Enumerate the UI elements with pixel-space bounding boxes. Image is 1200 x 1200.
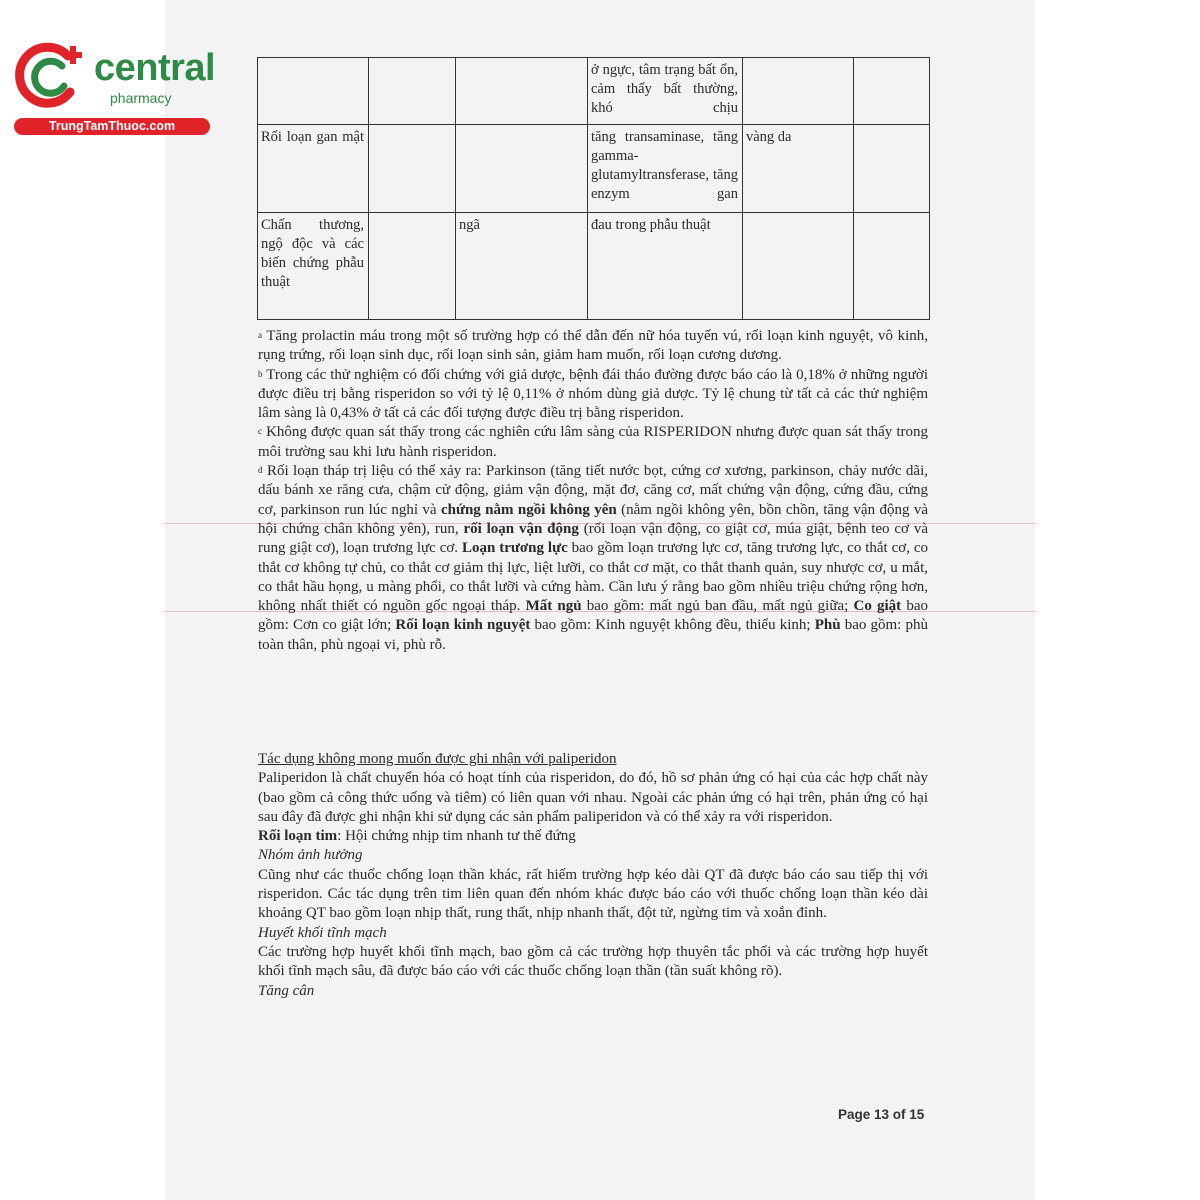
table-cell — [854, 213, 930, 320]
central-pharmacy-logo[interactable] — [12, 36, 216, 136]
table-cell — [369, 58, 456, 125]
paragraph: Các trường hợp huyết khối tĩnh mạch, bao gồm cả các trường hợp thuyên tắc phổi và các trường hợp huyết khối tĩnh mạch sâu, đã được báo cáo với các thuốc chống loạn thần (tần suất không rõ). — [258, 943, 928, 980]
subheading: Huyết khối tĩnh mạch — [258, 924, 387, 941]
table-row — [258, 213, 930, 320]
table-cell: Rối loạn gan mật — [258, 125, 369, 213]
paragraph: Paliperidon là chất chuyển hóa có hoạt tính của risperidon, do đó, hồ sơ phản ứng có hại của các hợp chất này (bao gồm cả công thức uống và tiêm) có liên quan với nhau. Ngoài các phản ứng có hại trên, phản ứng có hại sau đây đã được ghi nhận khi sử dụng các sản phẩm paliperidon và có thể xảy ra với risperidon. — [258, 770, 928, 825]
pharmacy-cross-icon — [12, 36, 92, 116]
table-cell — [743, 58, 854, 125]
adverse-effects-table — [257, 57, 930, 320]
table-cell — [456, 58, 588, 125]
subheading: Nhóm ảnh hưởng — [258, 847, 363, 864]
subheading: Tăng cân — [258, 982, 315, 999]
table-cell: đau trong phẫu thuật — [588, 213, 743, 320]
logo-subtitle: pharmacy — [110, 90, 172, 106]
table-cell — [369, 125, 456, 213]
footnote-c: $^c$ Không được quan sát thấy trong các nghiên cứu lâm sàng của RISPERIDON nhưng được quan sát thấy trong môi trường sau khi lưu hành risperidon. — [258, 424, 928, 460]
logo-website[interactable]: TrungTamThuoc.com — [14, 118, 210, 135]
table-cell: vàng da — [743, 125, 854, 213]
section-heading: Tác dụng không mong muốn được ghi nhận với paliperidon — [258, 751, 617, 767]
logo-name: central — [94, 47, 216, 89]
table-cell: Chấn thương, ngộ độc và các biến chứng phẫu thuật — [258, 213, 369, 320]
table-cell — [258, 58, 369, 125]
paragraph: Rối loạn tim: Hội chứng nhịp tim nhanh tư thế đứng — [258, 828, 576, 845]
table-cell — [854, 58, 930, 125]
paliperidon-section — [258, 750, 928, 1001]
table-cell: ở ngực, tâm trạng bất ổn, cảm thấy bất thường, khó chịu — [588, 58, 743, 125]
table-cell — [456, 125, 588, 213]
table-cell: tăng transaminase, tăng gamma-glutamyltransferase, tăng enzym gan — [588, 125, 743, 213]
table-row — [258, 58, 930, 125]
paragraph: Cũng như các thuốc chống loạn thần khác, rất hiếm trường hợp kéo dài QT đã được báo cáo sau tiếp thị với risperidon. Các tác dụng trên tim liên quan đến nhóm khác được báo cáo với thuốc chống loạn thần kéo dài khoảng QT bao gồm loạn nhịp thất, rung thất, nhịp nhanh thất, đột tử, ngừng tim và xoắn đỉnh. — [258, 866, 928, 922]
table-cell: ngã — [456, 213, 588, 320]
table-cell — [743, 213, 854, 320]
footnote-b: $^b$ Trong các thử nghiệm có đối chứng với giả dược, bệnh đái tháo đường được báo cáo là 0,18% ở những người được điều trị bằng risperidon so với tỷ lệ 0,11% ở nhóm dùng giả dược. Tỷ lệ chung từ tất cả các thử nghiệm lâm sàng là 0,43% ở tất cả các đối tượng được điều trị bằng risperidon. — [258, 366, 928, 422]
table-row — [258, 125, 930, 213]
footnotes — [258, 327, 928, 655]
footnote-a: $^a$ Tăng prolactin máu trong một số trường hợp có thể dẫn đến nữ hóa tuyến vú, rối loạn kinh nguyệt, vô kinh, rụng trứng, rối loạn sinh dục, rối loạn sinh sản, giảm ham muốn, rối loạn cương dương. — [258, 328, 929, 364]
table-cell — [854, 125, 930, 213]
footnote-d: $^d$ Rối loạn tháp trị liệu có thể xảy ra: Parkinson (tăng tiết nước bọt, cứng cơ xương, parkinson, chảy nước dãi, dấu bánh xe răng cưa, chậm cử động, giảm vận động, mặt đơ, căng cơ, mất chứng vận động, cứng đầu, cứng cơ, parkinson run lúc nghỉ và chứng nằm ngồi không yên (nằm ngồi không yên, bồn chồn, tăng vận động và hội chứng chân không yên), run, rối loạn vận động (rối loạn vận động, co giật cơ, múa giật, bệnh teo cơ và rung giật cơ), loạn trương lực cơ. Loạn trương lực bao gồm loạn trương lực cơ, tăng trương lực, co thắt cơ, co thắt cơ không tự chủ, co thắt cơ giảm thị lực, liệt lưỡi, co thắt cơ mặt, co thắt thanh quản, suy nhược cơ, u mắt, co thắt hầu họng, u màng phổi, co thắt lưỡi và cứng hàm. Cần lưu ý rằng bao gồm nhiều triệu chứng rộng hơn, không nhất thiết có nguồn gốc ngoại tháp. Mất ngủ bao gồm: mất ngủ ban đầu, mất ngủ giữa; Co giật bao gồm: Cơn co giật lớn; Rối loạn kinh nguyệt bao gồm: Kinh nguyệt không đều, thiểu kinh; Phù bao gồm: phù toàn thân, phù ngoại vi, phù rỗ. — [258, 463, 929, 653]
page-number: Page 13 of 15 — [838, 1107, 925, 1122]
table-cell — [369, 213, 456, 320]
